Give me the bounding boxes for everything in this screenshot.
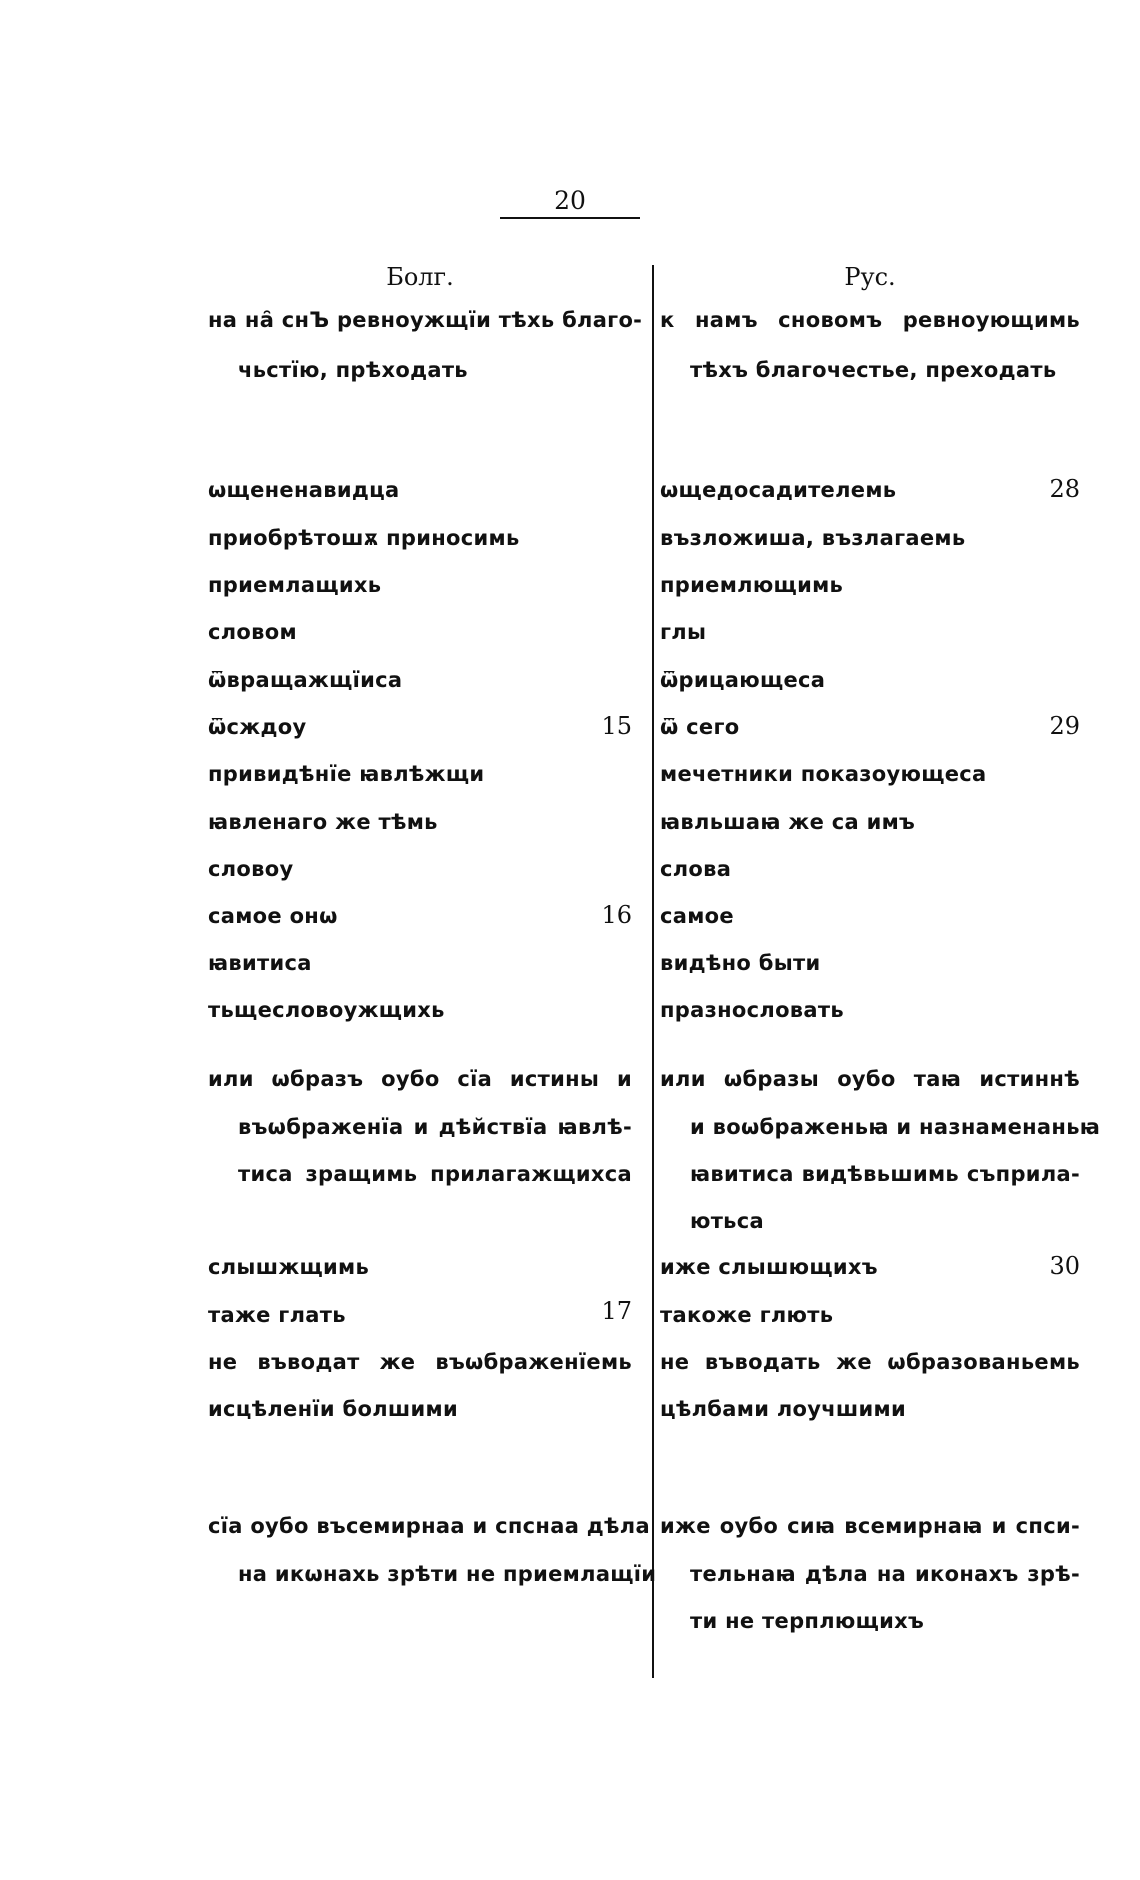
verse-number: 29 xyxy=(1049,712,1080,740)
right-line: самое xyxy=(660,904,734,928)
left-line: словоу xyxy=(208,857,294,881)
left-line: не въводат же въѡбраженїемь xyxy=(208,1350,632,1374)
left-line: приобрѣтошѫ приносимь xyxy=(208,526,520,550)
right-line: глы xyxy=(660,620,707,644)
right-line: видѣно быти xyxy=(660,951,821,975)
right-line: или ѡбразы оубо таꙗ истиннѣ xyxy=(660,1067,1080,1091)
left-line: слышжщимь xyxy=(208,1255,370,1279)
right-header: Рус. xyxy=(844,263,896,291)
right-line: тельнаꙗ дѣла на иконахъ зрѣ- xyxy=(690,1562,1080,1586)
right-line: цѣлбами лоучшими xyxy=(660,1397,907,1421)
left-line: ꙗвленаго же тѣмь xyxy=(208,810,438,834)
left-line: или ѡбразъ оубо сїа истины и xyxy=(208,1067,632,1091)
right-line: ꙗвитиса видѣвьшимь съприла- xyxy=(690,1162,1080,1186)
left-line: приемлащихь xyxy=(208,573,382,597)
right-line: празнословать xyxy=(660,998,844,1022)
verse-number: 28 xyxy=(1049,475,1080,503)
left-line: самое онѡ xyxy=(208,904,338,928)
left-line: ѿвращажщїиса xyxy=(208,668,403,692)
right-line: иже оубо сиꙗ всемирнаꙗ и спси- xyxy=(660,1514,1080,1538)
right-line: мечетники показоующеса xyxy=(660,762,987,786)
verse-number: 15 xyxy=(601,712,632,740)
right-line: не въводать же ѡбразованьемь xyxy=(660,1350,1080,1374)
left-line: сїа оубо въсемирнаа и спснаа дѣла xyxy=(208,1514,650,1538)
left-line: ѡщененавидца xyxy=(208,478,400,502)
left-line: тьщесловоужщихь xyxy=(208,998,445,1022)
right-line: иже слышющихъ xyxy=(660,1255,878,1279)
right-line: и воѡбраженьꙗ и назнаменаньꙗ xyxy=(690,1115,1101,1139)
verse-number: 17 xyxy=(601,1297,632,1325)
verse-number: 30 xyxy=(1049,1252,1080,1280)
left-line: словом xyxy=(208,620,297,644)
left-line: ѿсждоу xyxy=(208,715,307,739)
left-line: чьстїю, прѣходать xyxy=(238,358,468,382)
left-line: въѡбраженїа и дѣйствїа ꙗвлѣ- xyxy=(238,1115,632,1139)
right-line: възложиша, възлагаемь xyxy=(660,526,966,550)
right-line: к намъ сновомъ ревноующимь xyxy=(660,308,1080,332)
left-line: тиса зращимь прилагажщихса xyxy=(238,1162,632,1186)
page-number: 20 xyxy=(554,186,586,215)
right-line: ѿ сего xyxy=(660,715,740,739)
left-line: на на̑ снЪ ревноужщїи тѣхь благо- xyxy=(208,308,643,332)
right-line: ѡщедосадителемь xyxy=(660,478,897,502)
right-line: слова xyxy=(660,857,732,881)
right-line: приемлющимь xyxy=(660,573,844,597)
right-line: ѿрицающеса xyxy=(660,668,826,692)
right-line: ꙗвльшаꙗ же са имъ xyxy=(660,810,916,834)
left-header: Болг. xyxy=(386,263,454,291)
page-number-rule xyxy=(500,217,640,219)
right-line: тѣхъ благочестье, преходать xyxy=(690,358,1057,382)
column-divider xyxy=(652,265,654,1678)
left-line: привидѣнїе ꙗвлѣжщи xyxy=(208,762,485,786)
right-line: ютьса xyxy=(690,1209,764,1233)
right-line: ти не терплющихъ xyxy=(690,1609,925,1633)
left-line: таже глать xyxy=(208,1303,346,1327)
left-line: исцѣленїи болшими xyxy=(208,1397,459,1421)
right-line: такоже глють xyxy=(660,1303,834,1327)
left-line: ꙗвитиса xyxy=(208,951,312,975)
left-line: на икѡнахь зрѣти не приемлащїи xyxy=(238,1562,657,1586)
verse-number: 16 xyxy=(601,901,632,929)
